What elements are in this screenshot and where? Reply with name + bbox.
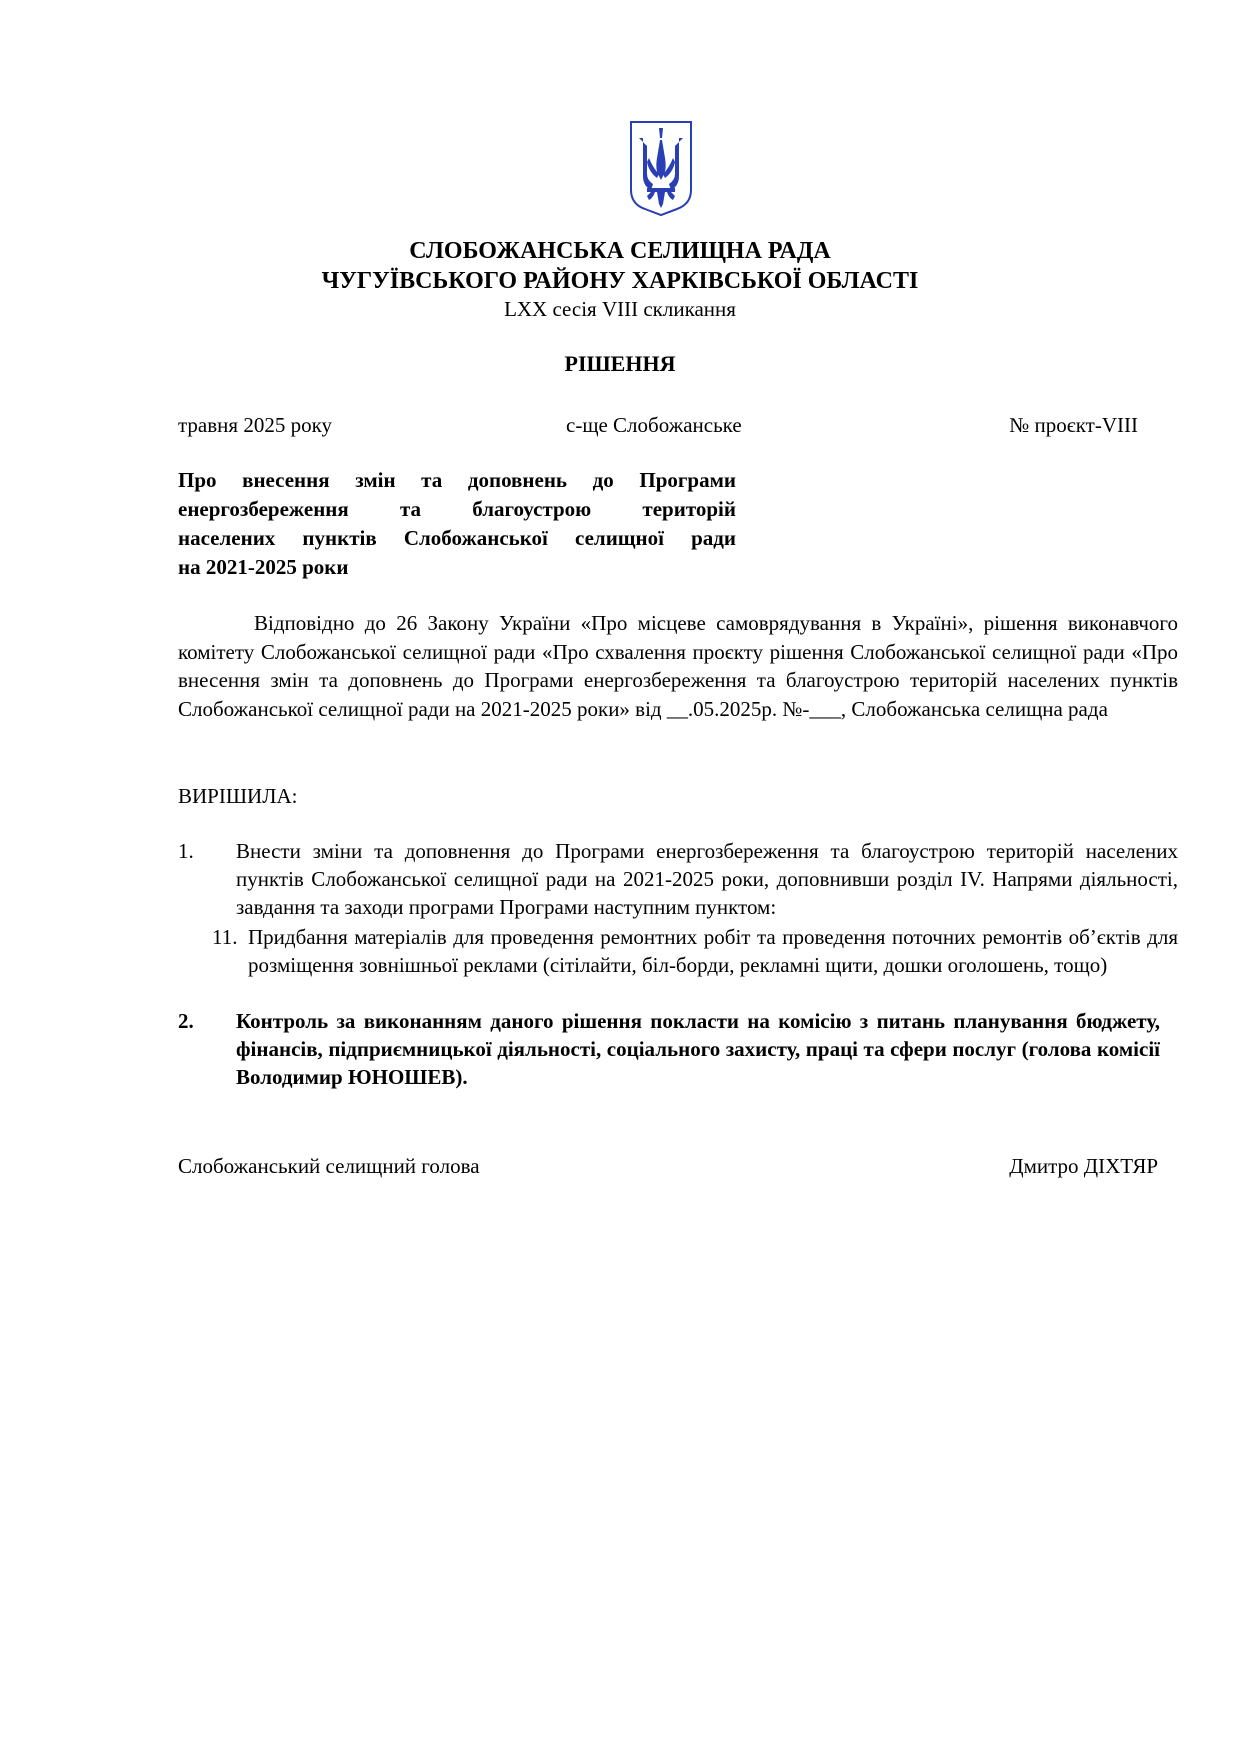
list-item-text: Внести зміни та доповнення до Програми енергозбереження та благоустрою територій населених пунктів Слобожанської селищної ради на 2021-2025 роки, доповнивши розділ IV. Напрями діяльності, завдання та заходи програми Програми наступним пунктом: [236, 839, 1178, 919]
session-line: LXX сесія VIII скликання [504, 297, 736, 321]
district-name: ЧУГУЇВСЬКОГО РАЙОНУ ХАРКІВСЬКОЇ ОБЛАСТІ [321, 268, 919, 294]
subject-line: Про внесення змін та доповнень до Програми [178, 468, 736, 492]
decision-number: № проєкт-VIII [1009, 413, 1138, 437]
list-item-number: 1. [178, 839, 194, 863]
council-name: СЛОБОЖАНСЬКА СЕЛИЩНА РАДА [409, 238, 831, 264]
subject-line: енергозбереження та благоустрою територій [178, 497, 736, 521]
sub-list-item-text: Придбання матеріалів для проведення ремонтних робіт та проведення поточних ремонтів об’єктів для розміщення зовнішньої реклами (сітілайти, біл-борди, рекламні щити, дошки оголошень, тощо) [248, 925, 1178, 977]
preamble-text: Відповідно до 26 Закону України «Про місцеве самоврядування в Україні», рішення виконавчого комітету Слобожанської селищної ради «Про схвалення проєкту рішення Слобожанської селищної ради «Про внесення змін та доповнень до Програми енергозбереження та благоустрою територій населених пунктів Слобожанської селищної ради на 2021-2025 роки» від __.05.2025р. №-___, Слобожанська селищна рада [178, 611, 1178, 721]
document-type: РІШЕННЯ [564, 351, 676, 376]
subject-line: населених пунктів Слобожанської селищної ради [178, 526, 736, 550]
preamble [178, 609, 1178, 723]
decision-date: травня 2025 року [178, 413, 332, 437]
subject-line: на 2021-2025 роки [178, 555, 349, 579]
meta-row [178, 410, 1138, 440]
signatory-position: Слобожанський селищний голова [178, 1154, 480, 1178]
resolved-heading: ВИРІШИЛА: [178, 784, 298, 808]
coat-of-arms-of-ukraine-icon [627, 118, 695, 218]
decision-subject [178, 466, 736, 582]
decision-place: с-ще Слобожанське [566, 413, 742, 437]
signatory-name: Дмитро ДІХТЯР [1009, 1154, 1158, 1178]
list-item-number: 2. [178, 1009, 194, 1033]
sub-list-item-number: 11. [212, 925, 238, 949]
list-item-text: Контроль за виконанням даного рішення покласти на комісію з питань планування бюджету, фінансів, підприємницької діяльності, соціального захисту, праці та сфери послуг (голова комісії Володимир ЮНОШЕВ). [236, 1009, 1160, 1089]
